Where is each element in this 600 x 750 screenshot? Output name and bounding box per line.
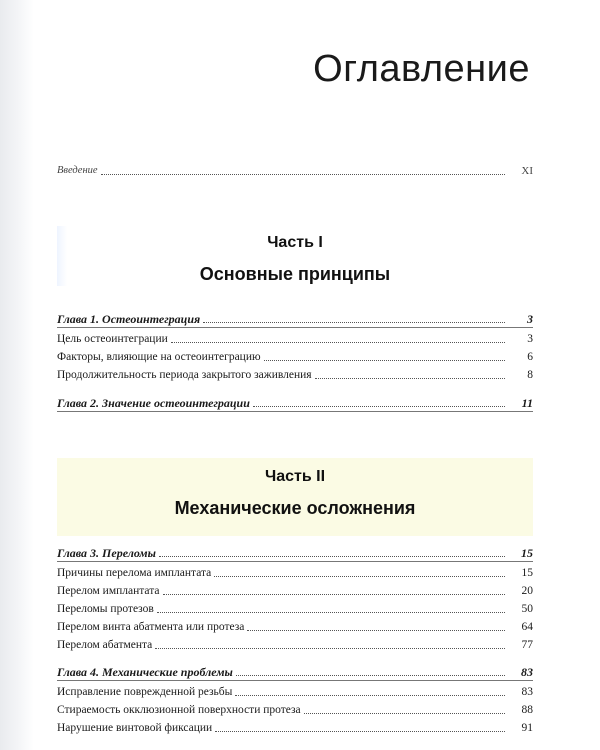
- leader-dots: [253, 396, 505, 407]
- toc-section-title: Факторы, влияющие на остеоинтеграцию: [57, 350, 264, 364]
- part-1-name: Основные принципы: [199, 264, 391, 284]
- leader-dots: [304, 703, 505, 714]
- toc-section-title: Продолжительность периода закрытого заживления: [57, 368, 315, 382]
- part-2-number: Часть II: [264, 468, 326, 485]
- toc-section-1-2[interactable]: [57, 346, 533, 364]
- leader-dots: [315, 368, 505, 379]
- toc-section-page: 6: [527, 351, 533, 363]
- toc-chapter-1[interactable]: [57, 308, 533, 326]
- toc-chapter-3-page: 15: [521, 546, 533, 560]
- leader-dots: [101, 164, 505, 175]
- leader-dots: [236, 665, 505, 676]
- toc-section-title: Перелом имплантата: [57, 584, 163, 598]
- toc-chapter-1-title: Глава 1. Остеоинтеграция: [57, 312, 203, 326]
- toc-chapter-2[interactable]: [57, 392, 533, 410]
- toc-section-title: Исправление поврежденной резьбы: [57, 685, 235, 699]
- toc-section-title: Перелом абатмента: [57, 638, 155, 652]
- toc-intro-page: XI: [521, 165, 533, 177]
- toc-section-1-1[interactable]: [57, 328, 533, 346]
- toc-chapter-4-title: Глава 4. Механические проблемы: [57, 665, 236, 679]
- toc-section-title: Причины перелома имплантата: [57, 566, 214, 580]
- part-1-number: Часть I: [267, 234, 323, 251]
- toc-chapter-2-title: Глава 2. Значение остеоинтеграции: [57, 396, 253, 410]
- leader-dots: [247, 620, 505, 631]
- leader-dots: [155, 638, 505, 649]
- toc-intro-label: Введение: [57, 164, 101, 178]
- toc-intro[interactable]: [57, 160, 533, 178]
- toc-section-3-1[interactable]: [57, 562, 533, 580]
- toc-chapter-3-title: Глава 3. Переломы: [57, 546, 159, 560]
- part-2-name: Механические осложнения: [174, 498, 416, 518]
- leader-dots: [157, 602, 505, 613]
- toc-section-4-3[interactable]: [57, 717, 533, 735]
- toc-section-page: 20: [521, 585, 533, 597]
- leader-dots: [215, 721, 505, 732]
- toc-section-page: 15: [521, 567, 533, 579]
- toc-section-page: 50: [521, 603, 533, 615]
- toc-chapter-3[interactable]: [57, 542, 533, 560]
- toc-section-3-5[interactable]: [57, 634, 533, 652]
- leader-dots: [203, 312, 505, 323]
- page-title: Оглавление: [313, 48, 530, 90]
- toc-section-page: 77: [521, 639, 533, 651]
- toc-section-title: Цель остеоинтеграции: [57, 332, 171, 346]
- toc-section-title: Стираемость окклюзионной поверхности протеза: [57, 703, 304, 717]
- toc-section-page: 64: [521, 621, 533, 633]
- toc-chapter-2-page: 11: [521, 396, 533, 410]
- toc-section-page: 83: [521, 686, 533, 698]
- toc-section-page: 88: [521, 704, 533, 716]
- toc-chapter-4[interactable]: [57, 661, 533, 679]
- toc-section-4-2[interactable]: [57, 699, 533, 717]
- toc-section-page: 8: [527, 369, 533, 381]
- toc-section-3-3[interactable]: [57, 598, 533, 616]
- toc-section-3-2[interactable]: [57, 580, 533, 598]
- page-edge-shadow: [0, 0, 34, 750]
- toc-section-title: Нарушение винтовой фиксации: [57, 721, 215, 735]
- toc-chapter-1-page: 3: [527, 312, 533, 326]
- toc-section-3-4[interactable]: [57, 616, 533, 634]
- leader-dots: [163, 584, 505, 595]
- toc-section-page: 91: [521, 722, 533, 734]
- toc-section-4-1[interactable]: [57, 681, 533, 699]
- leader-dots: [171, 332, 505, 343]
- toc-section-title: Переломы протезов: [57, 602, 157, 616]
- leader-dots: [214, 566, 505, 577]
- leader-dots: [264, 350, 505, 361]
- toc-section-1-3[interactable]: [57, 364, 533, 382]
- toc-section-title: Перелом винта абатмента или протеза: [57, 620, 247, 634]
- leader-dots: [235, 685, 505, 696]
- toc-chapter-4-page: 83: [521, 665, 533, 679]
- leader-dots: [159, 546, 505, 557]
- chapter-2-rule: [57, 411, 533, 412]
- toc-section-page: 3: [527, 333, 533, 345]
